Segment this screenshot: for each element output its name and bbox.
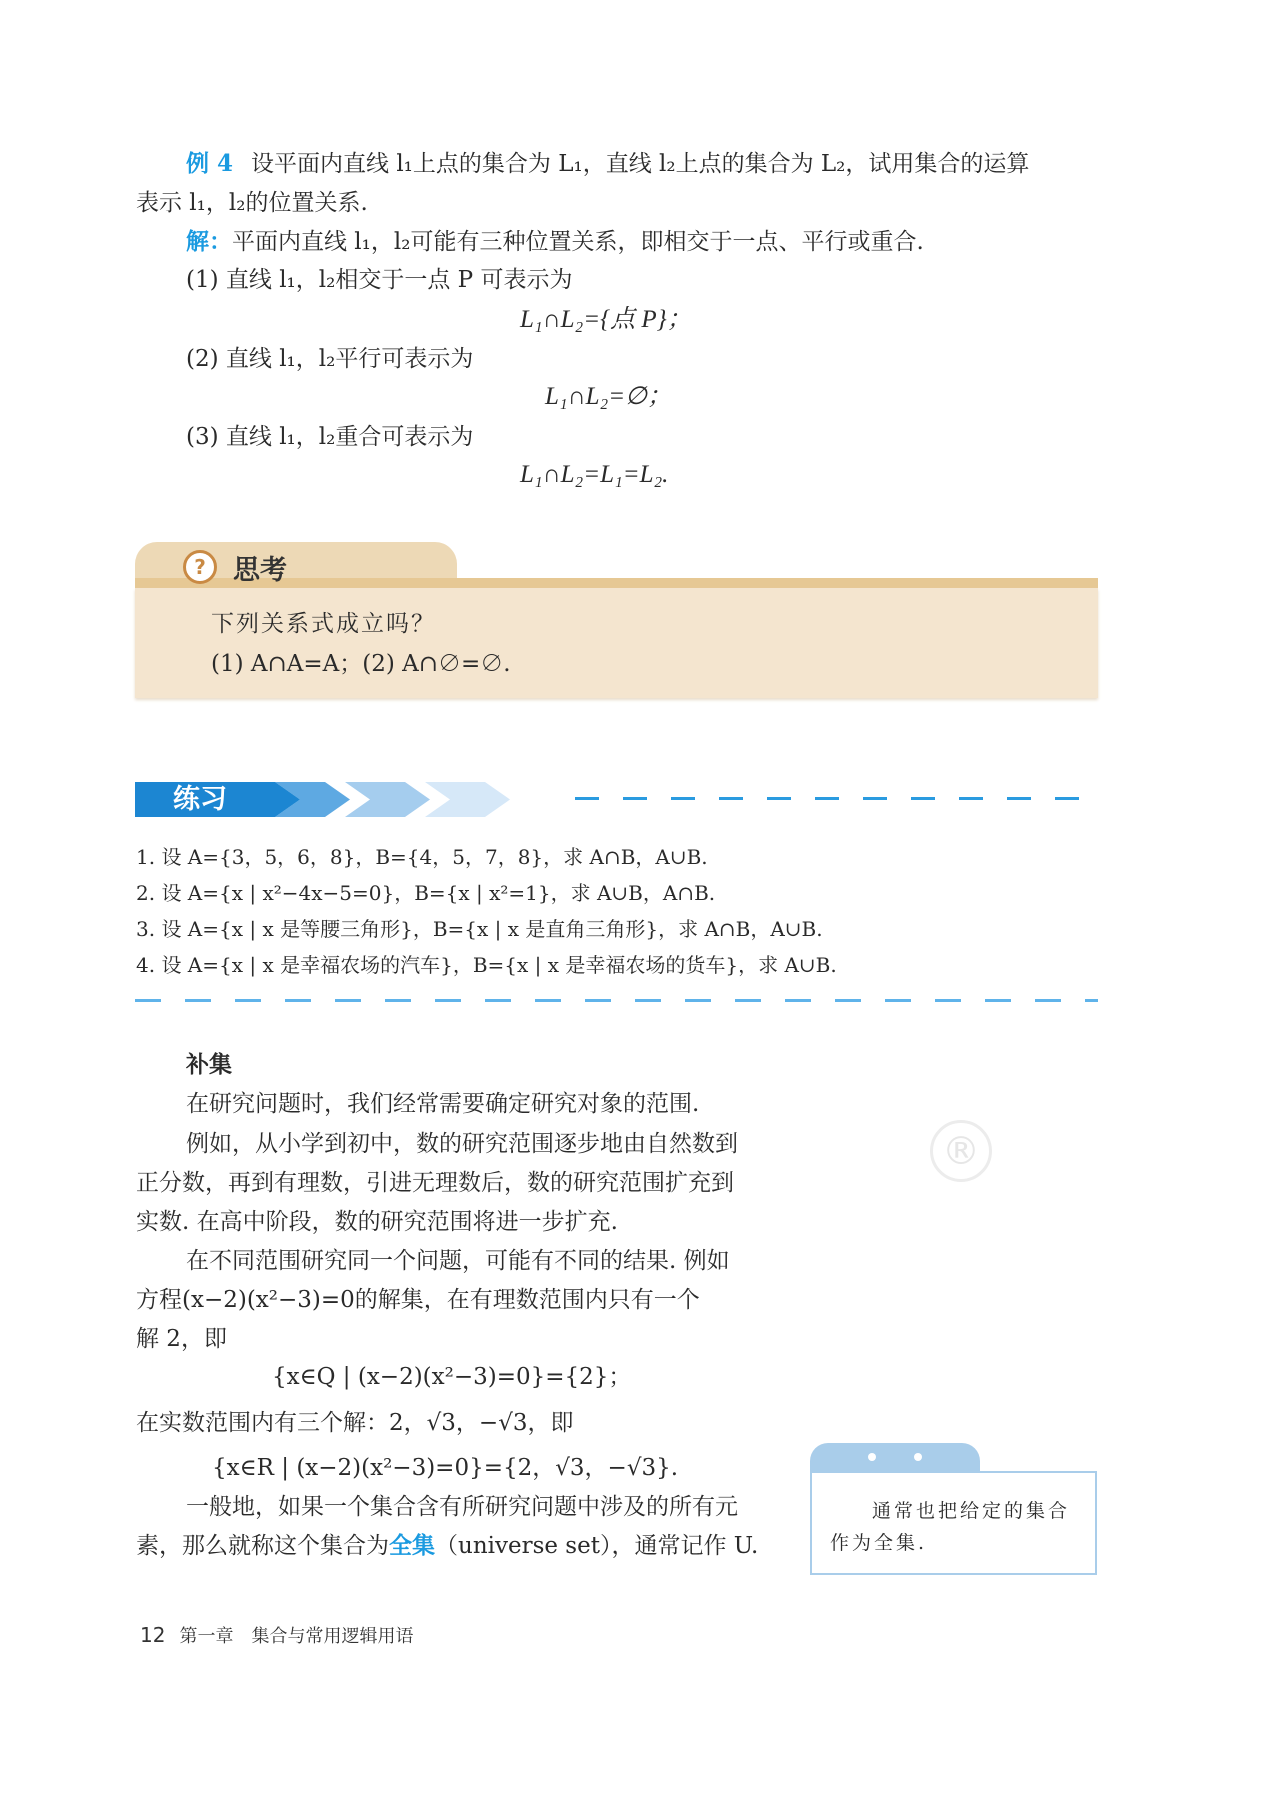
side-note-line-2: 作为全集. [830,1532,928,1554]
think-items: (1) A∩A=A；(2) A∩∅=∅. [211,651,511,677]
paragraph-line: 一般地，如果一个集合含有所研究问题中涉及的所有元 [186,1494,738,1520]
example-label: 例 4 [186,150,234,177]
exercise-item-2: 2. 设 A={x | x²−4x−5=0}，B={x | x²=1}，求 A∪B，A∩B. [136,881,716,905]
paragraph-line: 例如，从小学到初中，数的研究范围逐步地由自然数到 [186,1131,738,1157]
dot-icon [868,1453,876,1461]
think-question: 下列关系式成立吗？ [211,611,436,637]
formula-real: {x∈R | (x−2)(x²−3)=0}={2，√3，−√3}. [212,1455,679,1481]
dashed-divider-top [575,797,1098,800]
paragraph-line: 在研究问题时，我们经常需要确定研究对象的范围. [186,1091,700,1117]
case-1-formula: L₁∩L₂={点 P}； [520,306,692,333]
example-line-2: 表示 l₁，l₂的位置关系. [136,190,368,216]
dashed-divider-bottom [135,999,1098,1002]
question-icon: ? [183,550,217,584]
paragraph-line: 在不同范围研究同一个问题，可能有不同的结果. 例如 [186,1248,730,1274]
page-footer [140,1620,413,1652]
side-note-line-1: 通常也把给定的集合 [872,1500,1071,1522]
solution-label: 解： [186,228,232,255]
paragraph-line: 实数. 在高中阶段，数的研究范围将进一步扩充. [136,1209,618,1235]
case-1-text: (1) 直线 l₁，l₂相交于一点 P 可表示为 [186,267,573,293]
example-line-1: 例 4 设平面内直线 l₁上点的集合为 L₁，直线 l₂上点的集合为 L₂，试用集合的运算 [186,150,1030,177]
side-note-tab [810,1443,980,1473]
chapter-label: 第一章 [179,1626,234,1647]
think-body [135,588,1098,698]
paragraph-line: 正分数，再到有理数，引进无理数后，数的研究范围扩充到 [136,1170,734,1196]
case-3-text: (3) 直线 l₁，l₂重合可表示为 [186,424,474,450]
paragraph-line: 解 2，即 [136,1326,227,1352]
exercise-item-1: 1. 设 A={3，5，6，8}，B={4，5，7，8}，求 A∩B，A∪B. [136,845,708,869]
case-3-formula: L₁∩L₂=L₁=L₂. [520,461,669,488]
exercise-title: 练习 [173,784,227,815]
page-number: 12 [140,1623,166,1647]
think-box [135,542,1098,698]
think-title: 思考 [233,555,287,586]
paragraph-line: 在实数范围内有三个解：2，√3，−√3，即 [136,1410,574,1436]
side-note [810,1443,1097,1573]
chapter-title: 集合与常用逻辑用语 [251,1626,414,1647]
term-universe-set: 全集 [389,1532,435,1559]
exercise-item-3: 3. 设 A={x | x 是等腰三角形}，B={x | x 是直角三角形}，求 A∩B，A∪B. [136,917,823,941]
paragraph-line: 方程(x−2)(x²−3)=0的解集，在有理数范围内只有一个 [136,1287,700,1313]
exercise-item-4: 4. 设 A={x | x 是幸福农场的汽车}，B={x | x 是幸福农场的货车}，求 A∪B. [136,953,837,977]
case-2-formula: L₁∩L₂=∅； [545,383,672,410]
case-2-text: (2) 直线 l₁，l₂平行可表示为 [186,346,474,372]
dot-icon [914,1453,922,1461]
exercise-banner [135,782,565,817]
paragraph-line: 素，那么就称这个集合为全集（universe set），通常记作 U. [136,1532,759,1559]
side-note-body [810,1471,1097,1575]
registered-watermark: ® [930,1120,992,1182]
formula-rational: {x∈Q | (x−2)(x²−3)=0}={2}； [272,1364,632,1390]
solution-line: 解：平面内直线 l₁，l₂可能有三种位置关系，即相交于一点、平行或重合. [186,228,924,255]
section-heading: 补集 [186,1052,232,1078]
